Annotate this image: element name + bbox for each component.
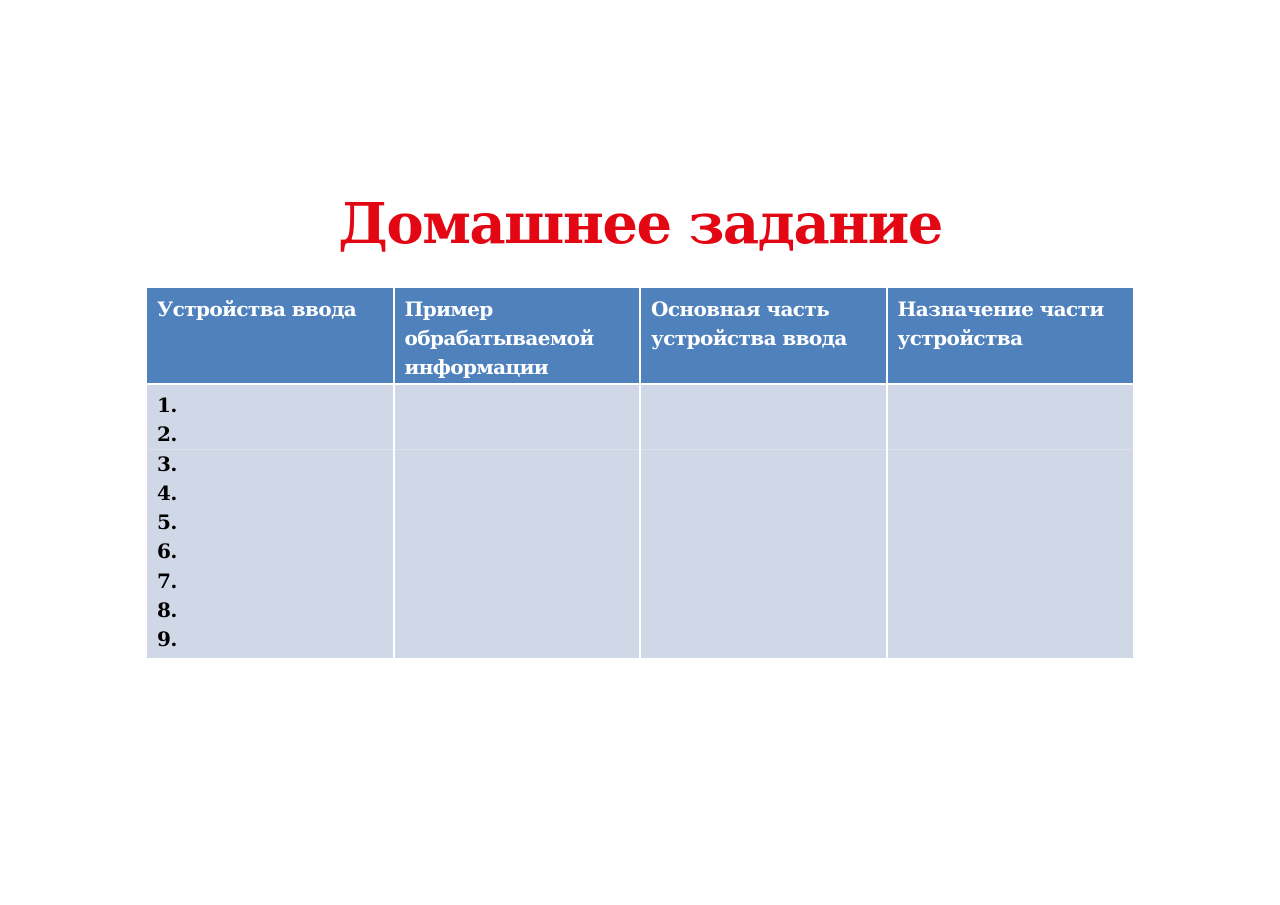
header-info-example: Пример обрабатываемой информации <box>394 288 641 384</box>
header-main-part: Основная часть устройства ввода <box>640 288 887 384</box>
header-part-purpose: Назначение части устройства <box>887 288 1134 384</box>
numbered-list <box>157 391 383 655</box>
list-item: 7. <box>157 568 177 593</box>
row-divider <box>888 449 1134 450</box>
row-divider <box>641 449 886 450</box>
header-input-devices: Устройства ввода <box>147 288 394 384</box>
table-row <box>147 384 1133 658</box>
page-title: Домашнее задание <box>338 191 942 257</box>
list-item: 1. <box>157 393 177 417</box>
table-header-row <box>147 288 1133 384</box>
cell-part-purpose <box>887 384 1134 658</box>
cell-info-example <box>394 384 641 658</box>
list-item: 9. <box>157 627 177 652</box>
list-item: 6. <box>157 539 177 564</box>
list-item: 5. <box>157 510 177 535</box>
homework-table <box>147 288 1133 658</box>
list-item: 8. <box>157 598 177 623</box>
cell-input-devices <box>147 384 394 658</box>
list-item: 2. <box>157 422 177 447</box>
list-item: 3. <box>157 451 177 476</box>
cell-main-part <box>640 384 887 658</box>
list-item: 4. <box>157 480 177 505</box>
row-divider <box>395 449 640 450</box>
